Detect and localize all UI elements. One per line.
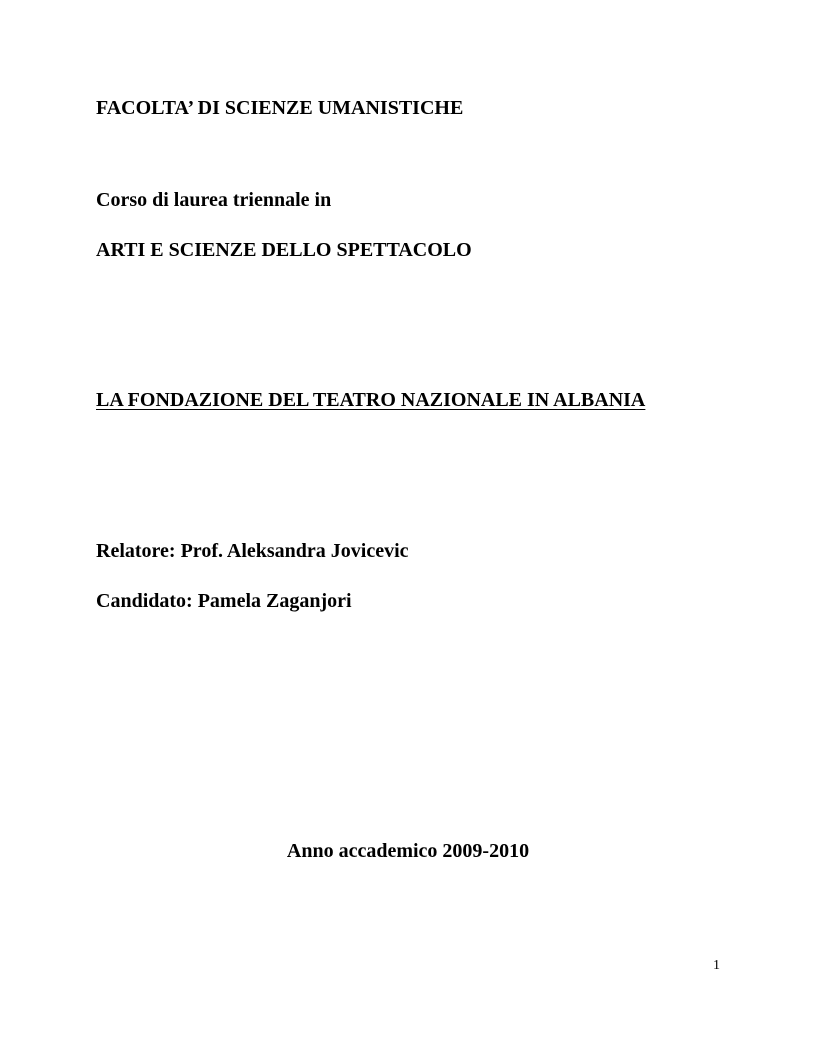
academic-year: Anno accademico 2009-2010 <box>286 840 530 862</box>
page-number: 1 <box>713 958 720 973</box>
candidate: Candidato: Pamela Zaganjori <box>96 590 352 612</box>
course-intro: Corso di laurea triennale in <box>96 189 332 211</box>
course-name: ARTI E SCIENZE DELLO SPETTACOLO <box>96 239 472 261</box>
supervisor: Relatore: Prof. Aleksandra Jovicevic <box>96 540 409 562</box>
faculty-heading: FACOLTA’ DI SCIENZE UMANISTICHE <box>96 97 464 119</box>
thesis-title: LA FONDAZIONE DEL TEATRO NAZIONALE IN ALBANIA <box>96 389 646 411</box>
